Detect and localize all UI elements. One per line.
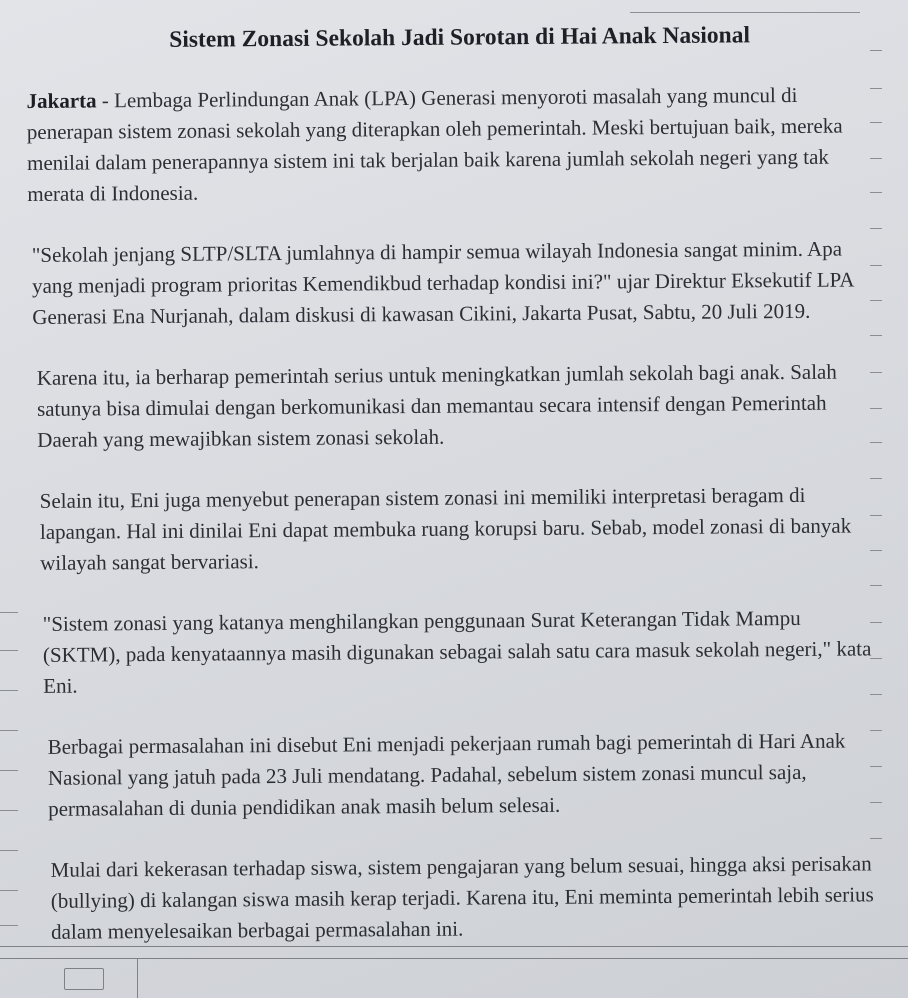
form-line-top: [0, 946, 908, 947]
paragraph-3: Karena itu, ia berharap pemerintah serius untuk meningkatkan jumlah sekolah bagi anak. Salah satunya bisa dimulai dengan berkomunikasi dan memantau secara intensif dengan Pemerintah Daerah yang mewajibkan sistem zonasi sekolah.: [36, 359, 837, 452]
form-footer: [0, 940, 908, 998]
paragraph-1-text: - Lembaga Perlindungan Anak (LPA) Generasi menyoroti masalah yang muncul di penerapan sistem zonasi sekolah yang diterapkan oleh pemerintah. Meski bertujuan baik, mereka menilai dalam penerapannya sistem ini tak berjalan baik karena jumlah sekolah negeri yang tak merata di Indonesia.: [26, 82, 843, 206]
article: [26, 19, 878, 978]
paragraph-4: Selain itu, Eni juga menyebut penerapan sistem zonasi ini memiliki interpretasi beragam di lapangan. Hal ini dinilai Eni dapat membuka ruang korupsi baru. Sebab, model zonasi di banyak wilayah sangat bervariasi.: [39, 482, 852, 575]
paragraph-2: "Sekolah jenjang SLTP/SLTA jumlahnya di hampir semua wilayah Indonesia sangat minim. Apa yang menjadi program prioritas Kemendikbud terhadap kondisi ini?" ujar Direktur Eksekutif LPA Generasi Ena Nurjanah, dalam diskusi di kawasan Cikini, Jakarta Pusat, Sabtu, 20 Juli 2019.: [31, 236, 854, 329]
paragraph-7: Mulai dari kekerasan terhadap siswa, sistem pengajaran yang belum sesuai, hingga aksi perisakan (bullying) di kalangan siswa masih kerap terjadi. Karena itu, Eni meminta pemerintah lebih serius dalam menyelesaikan berbagai permasalahan ini.: [50, 851, 874, 944]
paragraph-6: Berbagai permasalahan ini disebut Eni menjadi pekerjaan rumah bagi pemerintah di Hari Anak Nasional yang jatuh pada 23 Juli mendatang. Padahal, sebelum sistem zonasi muncul saja, permasalahan di dunia pendidikan anak masih belum selesai.: [47, 728, 846, 821]
form-divider: [137, 958, 138, 998]
paragraph-1: [26, 79, 872, 210]
paragraph-5: "Sistem zonasi yang katanya menghilangkan penggunaan Surat Keterangan Tidak Mampu (SKTM), pada kenyataannya masih digunakan sebagai salah satu cara masuk sekolah negeri," kata Eni.: [42, 605, 872, 698]
top-rule: [630, 12, 860, 13]
form-checkbox: [64, 968, 104, 990]
left-margin-ticks: [0, 0, 30, 998]
dateline: Jakarta: [26, 88, 97, 113]
article-title: Sistem Zonasi Sekolah Jadi Sorotan di Hai Anak Nasional: [169, 22, 751, 53]
